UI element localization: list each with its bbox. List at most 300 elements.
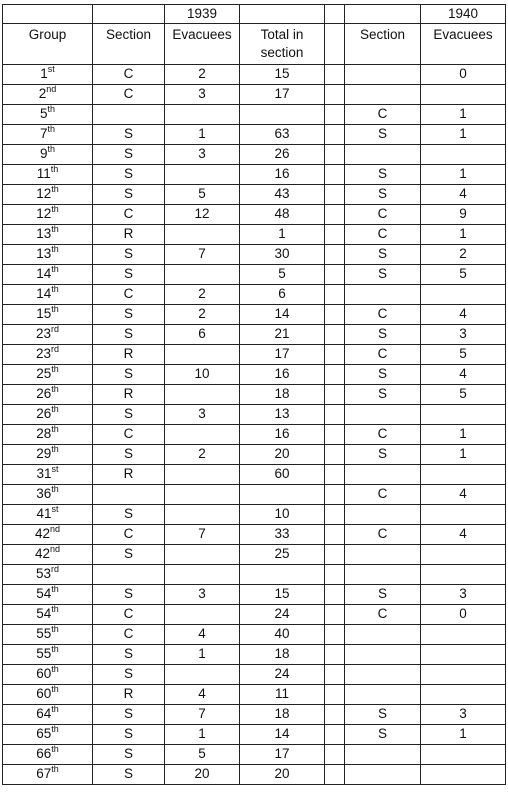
total-in-section-cell: 30: [240, 245, 325, 265]
gap-cell: [325, 665, 345, 685]
gap-cell: [325, 265, 345, 285]
group-ordinal-suffix: th: [51, 644, 59, 654]
group-cell: [3, 665, 93, 685]
group-cell: [3, 385, 93, 405]
section-1939-cell: S: [93, 645, 165, 665]
section-1939-cell: S: [93, 305, 165, 325]
section-1940-cell: S: [345, 705, 421, 725]
evacuees-1939-cell: 7: [165, 705, 240, 725]
evacuees-1940-cell: 1: [421, 225, 506, 245]
table-row: [3, 625, 506, 645]
section-1940-header: Section: [345, 24, 421, 65]
evacuees-1940-header: Evacuees: [421, 24, 506, 65]
group-number: 64: [36, 706, 52, 721]
group-number: 12: [36, 186, 52, 201]
group-ordinal-suffix: th: [51, 704, 59, 714]
section-1939-cell: S: [93, 505, 165, 525]
table-row: [3, 585, 506, 605]
gap-cell: [325, 385, 345, 405]
table-row: [3, 765, 506, 785]
table-row: [3, 685, 506, 705]
gap-cell: [325, 5, 345, 24]
evacuees-1939-cell: [165, 265, 240, 285]
table-body: [3, 65, 506, 785]
evacuees-1939-cell: [165, 385, 240, 405]
group-number: 5: [39, 106, 48, 121]
gap-cell: [325, 525, 345, 545]
section-1939-cell: C: [93, 625, 165, 645]
group-cell: [3, 85, 93, 105]
group-number: 66: [36, 746, 52, 761]
table-row: [3, 525, 506, 545]
group-ordinal-suffix: th: [51, 304, 59, 314]
gap-cell: [325, 585, 345, 605]
total-in-section-cell: [240, 105, 325, 125]
group-number: 13: [36, 226, 52, 241]
evacuees-1940-cell: [421, 505, 506, 525]
section-1940-cell: [345, 465, 421, 485]
evacuees-1939-header: Evacuees: [165, 24, 240, 65]
total-in-section-cell: [240, 565, 325, 585]
gap-cell: [325, 205, 345, 225]
section-1940-cell: [345, 405, 421, 425]
gap-cell: [325, 465, 345, 485]
evacuees-1939-cell: [165, 105, 240, 125]
evacuees-1939-cell: 3: [165, 85, 240, 105]
total-in-section-cell: 17: [240, 745, 325, 765]
group-number: 42: [34, 546, 50, 561]
evacuees-1939-cell: 5: [165, 185, 240, 205]
evacuees-1939-cell: 10: [165, 365, 240, 385]
group-ordinal-suffix: th: [51, 724, 59, 734]
gap-cell: [325, 445, 345, 465]
evacuees-1940-cell: [421, 625, 506, 645]
group-ordinal-suffix: th: [51, 764, 59, 774]
evacuees-1939-cell: [165, 665, 240, 685]
evacuees-1939-cell: 6: [165, 325, 240, 345]
evacuees-1939-cell: 3: [165, 145, 240, 165]
group-ordinal-suffix: th: [51, 264, 59, 274]
table-row: [3, 105, 506, 125]
evacuees-1939-cell: [165, 605, 240, 625]
section-1939-cell: S: [93, 585, 165, 605]
section-1940-cell: S: [345, 725, 421, 745]
group-cell: [3, 705, 93, 725]
group-cell: [3, 405, 93, 425]
gap-cell: [325, 565, 345, 585]
group-cell: [3, 505, 93, 525]
section-1940-cell: C: [345, 205, 421, 225]
section-1940-cell: [345, 765, 421, 785]
gap-cell: [325, 24, 345, 65]
group-cell: [3, 225, 93, 245]
evacuees-1939-cell: 4: [165, 685, 240, 705]
group-ordinal-suffix: th: [51, 664, 59, 674]
group-ordinal-suffix: th: [47, 124, 56, 134]
section-1940-cell: [345, 145, 421, 165]
group-cell: [3, 425, 93, 445]
section-1939-cell: C: [93, 205, 165, 225]
evacuees-1940-cell: 4: [421, 305, 506, 325]
group-ordinal-suffix: nd: [50, 544, 61, 554]
table-row: [3, 485, 506, 505]
group-number: 26: [36, 386, 52, 401]
group-number: 54: [36, 606, 52, 621]
group-number: 26: [36, 406, 52, 421]
table-row: [3, 385, 506, 405]
section-1940-cell: S: [345, 265, 421, 285]
group-cell: [3, 285, 93, 305]
group-cell: [3, 545, 93, 565]
section-1939-cell: S: [93, 745, 165, 765]
group-ordinal-suffix: st: [51, 464, 59, 474]
group-number: 42: [34, 526, 50, 541]
total-in-section-cell: 1: [240, 225, 325, 245]
table-row: [3, 665, 506, 685]
total-in-section-cell: 40: [240, 625, 325, 645]
gap-cell: [325, 365, 345, 385]
gap-cell: [325, 325, 345, 345]
header-empty-cell: [345, 5, 421, 24]
section-1940-cell: S: [345, 325, 421, 345]
group-ordinal-suffix: th: [51, 244, 59, 254]
section-1940-cell: [345, 745, 421, 765]
group-ordinal-suffix: rd: [51, 324, 60, 334]
table-row: [3, 445, 506, 465]
evacuees-1939-cell: 5: [165, 745, 240, 765]
header-row-years: [3, 5, 506, 24]
group-ordinal-suffix: th: [51, 624, 59, 634]
evacuees-1940-cell: [421, 145, 506, 165]
group-ordinal-suffix: th: [51, 604, 59, 614]
section-1940-cell: C: [345, 425, 421, 445]
evacuees-1940-cell: 0: [421, 65, 506, 85]
section-1939-cell: C: [93, 65, 165, 85]
group-number: 60: [36, 686, 52, 701]
section-1940-cell: S: [345, 365, 421, 385]
evacuees-1939-cell: [165, 565, 240, 585]
group-number: 11: [36, 166, 51, 181]
group-cell: [3, 605, 93, 625]
group-cell: [3, 325, 93, 345]
section-1939-cell: S: [93, 705, 165, 725]
section-1939-cell: C: [93, 285, 165, 305]
section-1939-cell: R: [93, 465, 165, 485]
group-cell: [3, 685, 93, 705]
group-number: 53: [35, 566, 51, 581]
evacuees-1940-cell: [421, 685, 506, 705]
total-in-section-cell: 18: [240, 645, 325, 665]
section-1939-cell: S: [93, 125, 165, 145]
header-row-columns: [3, 24, 506, 65]
section-1940-cell: C: [345, 105, 421, 125]
table-row: [3, 185, 506, 205]
evacuees-1939-cell: 2: [165, 305, 240, 325]
total-in-section-cell: 17: [240, 345, 325, 365]
group-number: 1: [40, 66, 48, 81]
section-1940-cell: C: [345, 605, 421, 625]
section-1939-cell: [93, 565, 165, 585]
group-number: 31: [36, 466, 52, 481]
section-1940-cell: S: [345, 385, 421, 405]
evacuees-1939-cell: [165, 545, 240, 565]
section-1939-cell: S: [93, 165, 165, 185]
section-1940-cell: C: [345, 225, 421, 245]
group-number: 2: [38, 86, 47, 101]
table-row: [3, 325, 506, 345]
section-1939-cell: S: [93, 325, 165, 345]
evacuees-1939-cell: [165, 505, 240, 525]
gap-cell: [325, 165, 345, 185]
group-number: 28: [36, 426, 52, 441]
gap-cell: [325, 345, 345, 365]
total-in-section-cell: 43: [240, 185, 325, 205]
section-1940-cell: C: [345, 525, 421, 545]
group-ordinal-suffix: st: [47, 64, 55, 74]
evacuees-1940-cell: 3: [421, 705, 506, 725]
evacuees-table: [2, 4, 506, 785]
evacuees-1940-cell: 1: [421, 425, 506, 445]
group-cell: [3, 105, 93, 125]
section-1939-cell: C: [93, 425, 165, 445]
section-1939-cell: C: [93, 85, 165, 105]
group-cell: [3, 645, 93, 665]
section-1940-cell: C: [345, 485, 421, 505]
gap-cell: [325, 145, 345, 165]
evacuees-1939-cell: 3: [165, 585, 240, 605]
table-row: [3, 505, 506, 525]
group-cell: [3, 465, 93, 485]
section-1939-cell: R: [93, 385, 165, 405]
gap-cell: [325, 185, 345, 205]
group-ordinal-suffix: th: [47, 144, 56, 154]
group-ordinal-suffix: th: [51, 284, 59, 294]
group-number: 15: [36, 306, 52, 321]
section-1940-cell: [345, 65, 421, 85]
total-in-section-cell: 21: [240, 325, 325, 345]
table-row: [3, 165, 506, 185]
evacuees-1940-cell: 9: [421, 205, 506, 225]
section-1939-cell: R: [93, 225, 165, 245]
evacuees-1940-cell: 1: [421, 125, 506, 145]
group-number: 60: [36, 666, 52, 681]
evacuees-1940-cell: 1: [421, 165, 506, 185]
table-row: [3, 265, 506, 285]
section-1940-cell: S: [345, 125, 421, 145]
section-1940-cell: [345, 685, 421, 705]
table-row: [3, 245, 506, 265]
evacuees-1940-cell: [421, 645, 506, 665]
evacuees-1939-cell: [165, 165, 240, 185]
section-1939-cell: S: [93, 365, 165, 385]
evacuees-1940-cell: [421, 765, 506, 785]
section-1940-cell: S: [345, 185, 421, 205]
section-1940-cell: C: [345, 305, 421, 325]
total-in-section-cell: 20: [240, 765, 325, 785]
group-cell: [3, 145, 93, 165]
evacuees-1940-cell: [421, 665, 506, 685]
evacuees-1940-cell: [421, 85, 506, 105]
section-1940-cell: [345, 645, 421, 665]
gap-cell: [325, 305, 345, 325]
evacuees-1939-cell: 2: [165, 65, 240, 85]
total-in-section-cell: 16: [240, 365, 325, 385]
evacuees-1940-cell: 4: [421, 525, 506, 545]
group-number: 55: [36, 646, 52, 661]
group-cell: [3, 765, 93, 785]
evacuees-1940-cell: 5: [421, 265, 506, 285]
evacuees-1940-cell: [421, 545, 506, 565]
table-row: [3, 745, 506, 765]
group-number: 7: [39, 126, 48, 141]
evacuees-1939-cell: 7: [165, 525, 240, 545]
table-row: [3, 205, 506, 225]
table-row: [3, 605, 506, 625]
gap-cell: [325, 85, 345, 105]
evacuees-1940-cell: 3: [421, 325, 506, 345]
gap-cell: [325, 125, 345, 145]
total-in-section-cell: 6: [240, 285, 325, 305]
evacuees-1940-cell: 3: [421, 585, 506, 605]
table-row: [3, 125, 506, 145]
gap-cell: [325, 65, 345, 85]
gap-cell: [325, 285, 345, 305]
group-ordinal-suffix: th: [51, 364, 59, 374]
group-ordinal-suffix: th: [51, 224, 59, 234]
evacuees-1939-cell: 7: [165, 245, 240, 265]
evacuees-1940-cell: [421, 285, 506, 305]
group-cell: [3, 485, 93, 505]
section-1940-cell: [345, 665, 421, 685]
gap-cell: [325, 745, 345, 765]
table-row: [3, 645, 506, 665]
gap-cell: [325, 545, 345, 565]
table-row: [3, 345, 506, 365]
evacuees-1939-cell: 1: [165, 725, 240, 745]
section-1939-cell: C: [93, 525, 165, 545]
evacuees-1939-cell: 2: [165, 285, 240, 305]
total-in-section-cell: 14: [240, 725, 325, 745]
table-row: [3, 725, 506, 745]
group-ordinal-suffix: st: [51, 504, 59, 514]
gap-cell: [325, 225, 345, 245]
section-1940-cell: S: [345, 445, 421, 465]
group-number: 36: [36, 486, 52, 501]
total-in-section-cell: 24: [240, 665, 325, 685]
group-ordinal-suffix: th: [51, 684, 59, 694]
total-in-section-cell: 60: [240, 465, 325, 485]
table-row: [3, 145, 506, 165]
section-1939-cell: S: [93, 545, 165, 565]
table-row: [3, 365, 506, 385]
evacuees-1939-cell: 12: [165, 205, 240, 225]
total-in-section-cell: 15: [240, 65, 325, 85]
gap-cell: [325, 605, 345, 625]
section-1939-cell: S: [93, 185, 165, 205]
total-in-section-header: Total in section: [240, 24, 325, 65]
section-1939-cell: S: [93, 405, 165, 425]
total-in-section-cell: 33: [240, 525, 325, 545]
table-row: [3, 85, 506, 105]
header-empty-cell: [93, 5, 165, 24]
section-1940-cell: S: [345, 585, 421, 605]
group-header: Group: [3, 24, 93, 65]
group-ordinal-suffix: th: [51, 584, 59, 594]
gap-cell: [325, 105, 345, 125]
table-row: [3, 405, 506, 425]
section-1939-cell: S: [93, 665, 165, 685]
total-in-section-cell: 18: [240, 385, 325, 405]
table-row: [3, 545, 506, 565]
evacuees-1940-cell: 4: [421, 485, 506, 505]
group-ordinal-suffix: th: [51, 744, 59, 754]
table-row: [3, 65, 506, 85]
group-number: 41: [36, 506, 52, 521]
group-cell: [3, 265, 93, 285]
section-1939-cell: R: [93, 345, 165, 365]
gap-cell: [325, 725, 345, 745]
group-ordinal-suffix: th: [51, 444, 59, 454]
evacuees-1939-cell: [165, 345, 240, 365]
group-number: 54: [36, 586, 52, 601]
section-1940-cell: [345, 85, 421, 105]
group-cell: [3, 65, 93, 85]
evacuees-1940-cell: 4: [421, 185, 506, 205]
table-row: [3, 425, 506, 445]
group-cell: [3, 625, 93, 645]
section-1939-cell: [93, 485, 165, 505]
evacuees-1939-cell: [165, 225, 240, 245]
group-ordinal-suffix: th: [51, 404, 59, 414]
total-in-section-cell: 63: [240, 125, 325, 145]
group-ordinal-suffix: rd: [51, 344, 60, 354]
evacuees-1940-cell: 5: [421, 385, 506, 405]
evacuees-1940-cell: [421, 465, 506, 485]
group-number: 9: [39, 146, 48, 161]
group-number: 14: [36, 286, 52, 301]
evacuees-1940-cell: 4: [421, 365, 506, 385]
section-1940-cell: C: [345, 345, 421, 365]
evacuees-1939-cell: [165, 485, 240, 505]
year-1939-header: 1939: [165, 5, 240, 24]
evacuees-1939-cell: 2: [165, 445, 240, 465]
group-cell: [3, 125, 93, 145]
section-1939-cell: S: [93, 265, 165, 285]
total-in-section-cell: 11: [240, 685, 325, 705]
group-number: 29: [36, 446, 52, 461]
total-in-section-cell: 10: [240, 505, 325, 525]
section-1939-cell: C: [93, 605, 165, 625]
total-in-section-cell: 13: [240, 405, 325, 425]
table-row: [3, 705, 506, 725]
total-in-section-cell: 24: [240, 605, 325, 625]
evacuees-1940-cell: [421, 565, 506, 585]
group-cell: [3, 345, 93, 365]
section-1939-cell: S: [93, 145, 165, 165]
group-cell: [3, 525, 93, 545]
total-in-section-cell: 16: [240, 425, 325, 445]
total-in-section-cell: 16: [240, 165, 325, 185]
table-row: [3, 565, 506, 585]
group-ordinal-suffix: th: [51, 424, 59, 434]
section-1940-cell: [345, 285, 421, 305]
evacuees-1940-cell: [421, 405, 506, 425]
group-ordinal-suffix: nd: [46, 84, 57, 94]
evacuees-1939-cell: 20: [165, 765, 240, 785]
gap-cell: [325, 685, 345, 705]
group-number: 14: [36, 266, 52, 281]
group-number: 25: [36, 366, 52, 381]
